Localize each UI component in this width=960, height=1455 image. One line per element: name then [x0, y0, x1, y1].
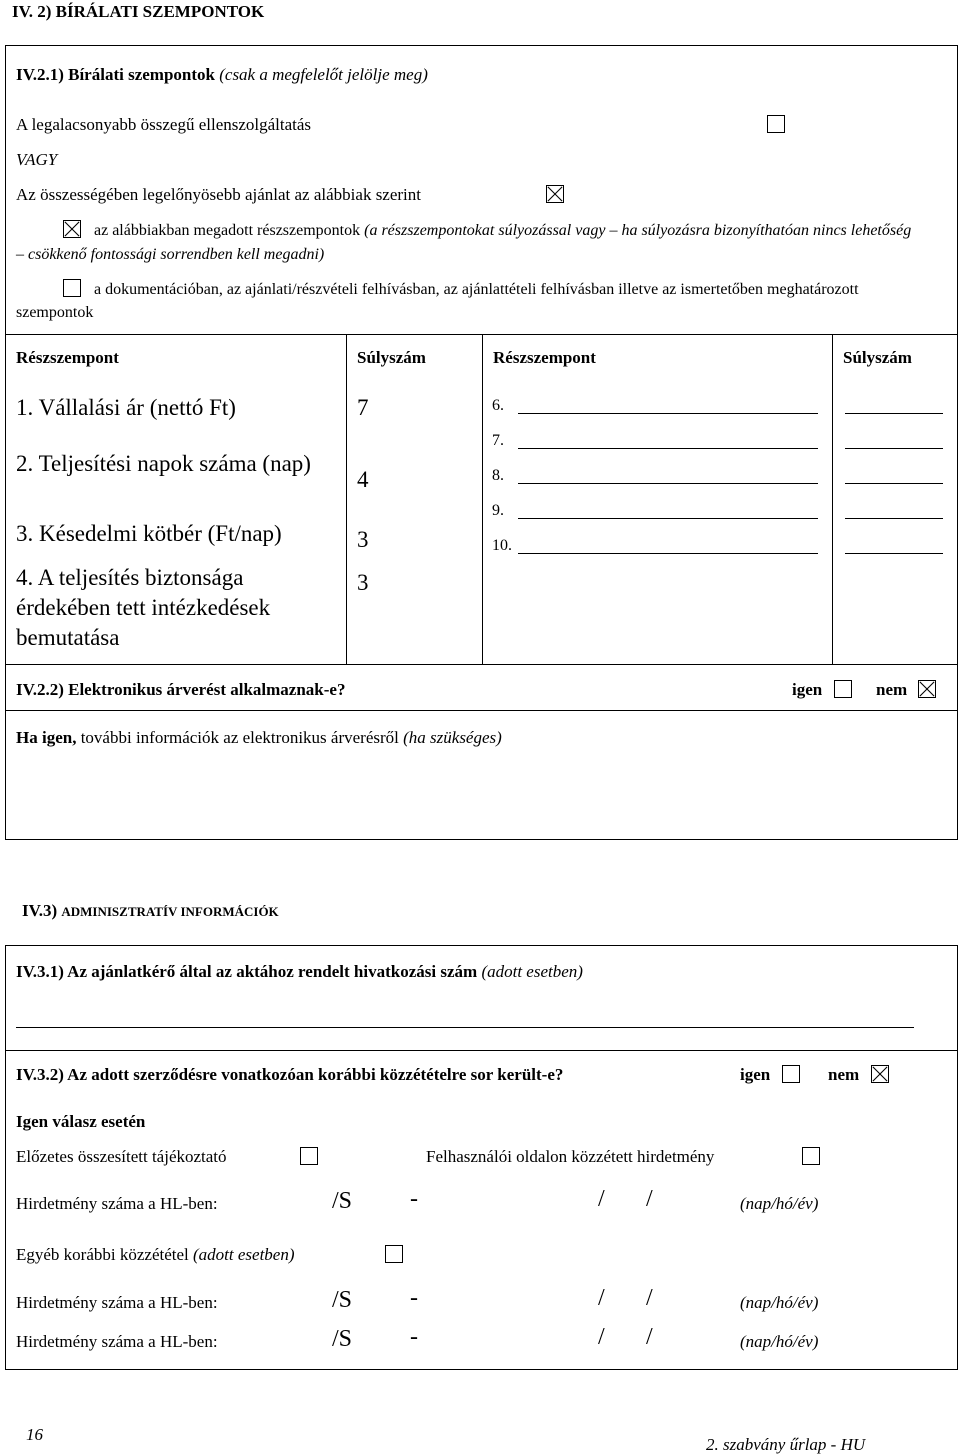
- col-header-weight-1: Súlyszám: [357, 348, 426, 367]
- cross-mark-icon: [872, 1066, 888, 1082]
- sub-title-iv32: IV.3.2) Az adott szerződésre vonatkozóan korábbi közzétételre sor került-e?: [16, 1065, 564, 1084]
- option-lowest-price: A legalacsonyabb összegű ellenszolgáltatás: [16, 115, 312, 134]
- empty-row-7-weight-line[interactable]: [845, 448, 943, 449]
- checkbox-prior-pub-no[interactable]: [871, 1065, 889, 1083]
- col-header-weight-2: Súlyszám: [843, 348, 912, 367]
- checkbox-other-publication[interactable]: [385, 1245, 403, 1263]
- criterion-1-weight: 7: [357, 395, 369, 420]
- notice-2-slash-a: /: [598, 1285, 605, 1311]
- checkbox-lowest-price[interactable]: [767, 115, 785, 133]
- e-auction-no-label: nem: [876, 680, 908, 699]
- empty-row-10-label: 10.: [492, 537, 512, 554]
- checkbox-prior-summary[interactable]: [300, 1147, 318, 1165]
- notice-number-label-1: Hirdetmény száma a HL-ben:: [16, 1194, 218, 1213]
- notice-number-label-3: Hirdetmény száma a HL-ben:: [16, 1332, 218, 1351]
- notice-2-slash-s: /S: [332, 1287, 353, 1313]
- notice-3-slash-b: /: [646, 1324, 653, 1350]
- notice-3-slash-a: /: [598, 1324, 605, 1350]
- notice-1-date-format: (nap/hó/év): [740, 1194, 819, 1213]
- other-publication-label: Egyéb korábbi közzététel (adott esetben): [16, 1245, 295, 1264]
- notice-1-slash-b: /: [646, 1186, 653, 1212]
- cross-mark-icon: [547, 186, 563, 202]
- empty-row-10-line[interactable]: [518, 553, 818, 554]
- empty-row-8-line[interactable]: [518, 483, 818, 484]
- criterion-4-weight: 3: [357, 570, 369, 595]
- notice-2-date-format: (nap/hó/év): [740, 1293, 819, 1312]
- sub-title-iv21: IV.2.1) Bírálati szempontok (csak a megfelelőt jelölje meg): [16, 65, 428, 84]
- criterion-4-name: 4. A teljesítés biztonsága érdekében tett intézkedések bemutatása: [16, 565, 271, 650]
- notice-1-dash: -: [410, 1186, 418, 1212]
- empty-row-7-line[interactable]: [518, 448, 818, 449]
- empty-row-9-label: 9.: [492, 502, 504, 519]
- page-number: 16: [26, 1425, 43, 1444]
- notice-3-dash: -: [410, 1324, 418, 1350]
- checkbox-buyer-profile[interactable]: [802, 1147, 820, 1165]
- col-header-subcriterion-1: Részszempont: [16, 348, 119, 367]
- e-auction-info: Ha igen, további információk az elektronikus árverésről (ha szükséges): [16, 728, 502, 747]
- form-name: 2. szabvány űrlap - HU: [706, 1435, 866, 1454]
- empty-row-9-weight-line[interactable]: [845, 518, 943, 519]
- prior-pub-no-label: nem: [828, 1065, 860, 1084]
- notice-3-slash-s: /S: [332, 1326, 353, 1352]
- empty-row-9-line[interactable]: [518, 518, 818, 519]
- e-auction-yes-label: igen: [792, 680, 823, 699]
- checkbox-best-value[interactable]: [546, 185, 564, 203]
- sub-option-documentation: a dokumentációban, az ajánlati/részvételi felhívásban, az ajánlattételi felhívásban illetve az ismertetőben meghatározott szempontok: [16, 281, 859, 321]
- checkbox-e-auction-yes[interactable]: [834, 680, 852, 698]
- empty-row-10-weight-line[interactable]: [845, 553, 943, 554]
- criterion-1-name: 1. Vállalási ár (nettó Ft): [16, 395, 236, 420]
- criterion-2-weight: 4: [357, 467, 369, 492]
- sub-title-iv22: IV.2.2) Elektronikus árverést alkalmaznak-e?: [16, 680, 346, 699]
- checkbox-e-auction-no[interactable]: [918, 680, 936, 698]
- sub-option-criteria: az alábbiakban megadott részszempontok (a részszempontokat súlyozással vagy – ha súlyozásra bizonyíthatóan nincs lehetőség – csökkenő fontossági sorrendben kell megadni): [16, 222, 912, 263]
- prior-pub-yes-label: igen: [740, 1065, 771, 1084]
- section-title-iv3: IV.3) ADMINISZTRATÍV INFORMÁCIÓK: [22, 901, 279, 920]
- notice-1-slash-s: /S: [332, 1188, 353, 1214]
- prior-summary-label: Előzetes összesített tájékoztató: [16, 1147, 227, 1166]
- empty-row-6-label: 6.: [492, 397, 504, 414]
- notice-1-slash-a: /: [598, 1186, 605, 1212]
- criterion-2-name: 2. Teljesítési napok száma (nap): [16, 451, 311, 476]
- notice-2-slash-b: /: [646, 1285, 653, 1311]
- criterion-3-weight: 3: [357, 527, 369, 552]
- empty-row-6-line[interactable]: [518, 413, 818, 414]
- buyer-profile-label: Felhasználói oldalon közzétett hirdetmény: [426, 1147, 715, 1166]
- col-header-subcriterion-2: Részszempont: [493, 348, 596, 367]
- empty-row-8-label: 8.: [492, 467, 504, 484]
- section-title-iv2: IV. 2) BÍRÁLATI SZEMPONTOK: [12, 2, 265, 21]
- sub-title-iv31: IV.3.1) Az ajánlatkérő által az aktához rendelt hivatkozási szám (adott esetben): [16, 962, 583, 981]
- if-yes-label: Igen válasz esetén: [16, 1112, 146, 1131]
- option-best-value: Az összességében legelőnyösebb ajánlat az alábbiak szerint: [16, 185, 422, 204]
- notice-number-label-2: Hirdetmény száma a HL-ben:: [16, 1293, 218, 1312]
- or-label: VAGY: [16, 150, 58, 169]
- reference-number-line[interactable]: [16, 1027, 914, 1028]
- empty-row-6-weight-line[interactable]: [845, 413, 943, 414]
- notice-2-dash: -: [410, 1285, 418, 1311]
- cross-mark-icon: [919, 681, 935, 697]
- notice-3-date-format: (nap/hó/év): [740, 1332, 819, 1351]
- criterion-3-name: 3. Késedelmi kötbér (Ft/nap): [16, 521, 282, 546]
- checkbox-prior-pub-yes[interactable]: [782, 1065, 800, 1083]
- empty-row-8-weight-line[interactable]: [845, 483, 943, 484]
- empty-row-7-label: 7.: [492, 432, 504, 449]
